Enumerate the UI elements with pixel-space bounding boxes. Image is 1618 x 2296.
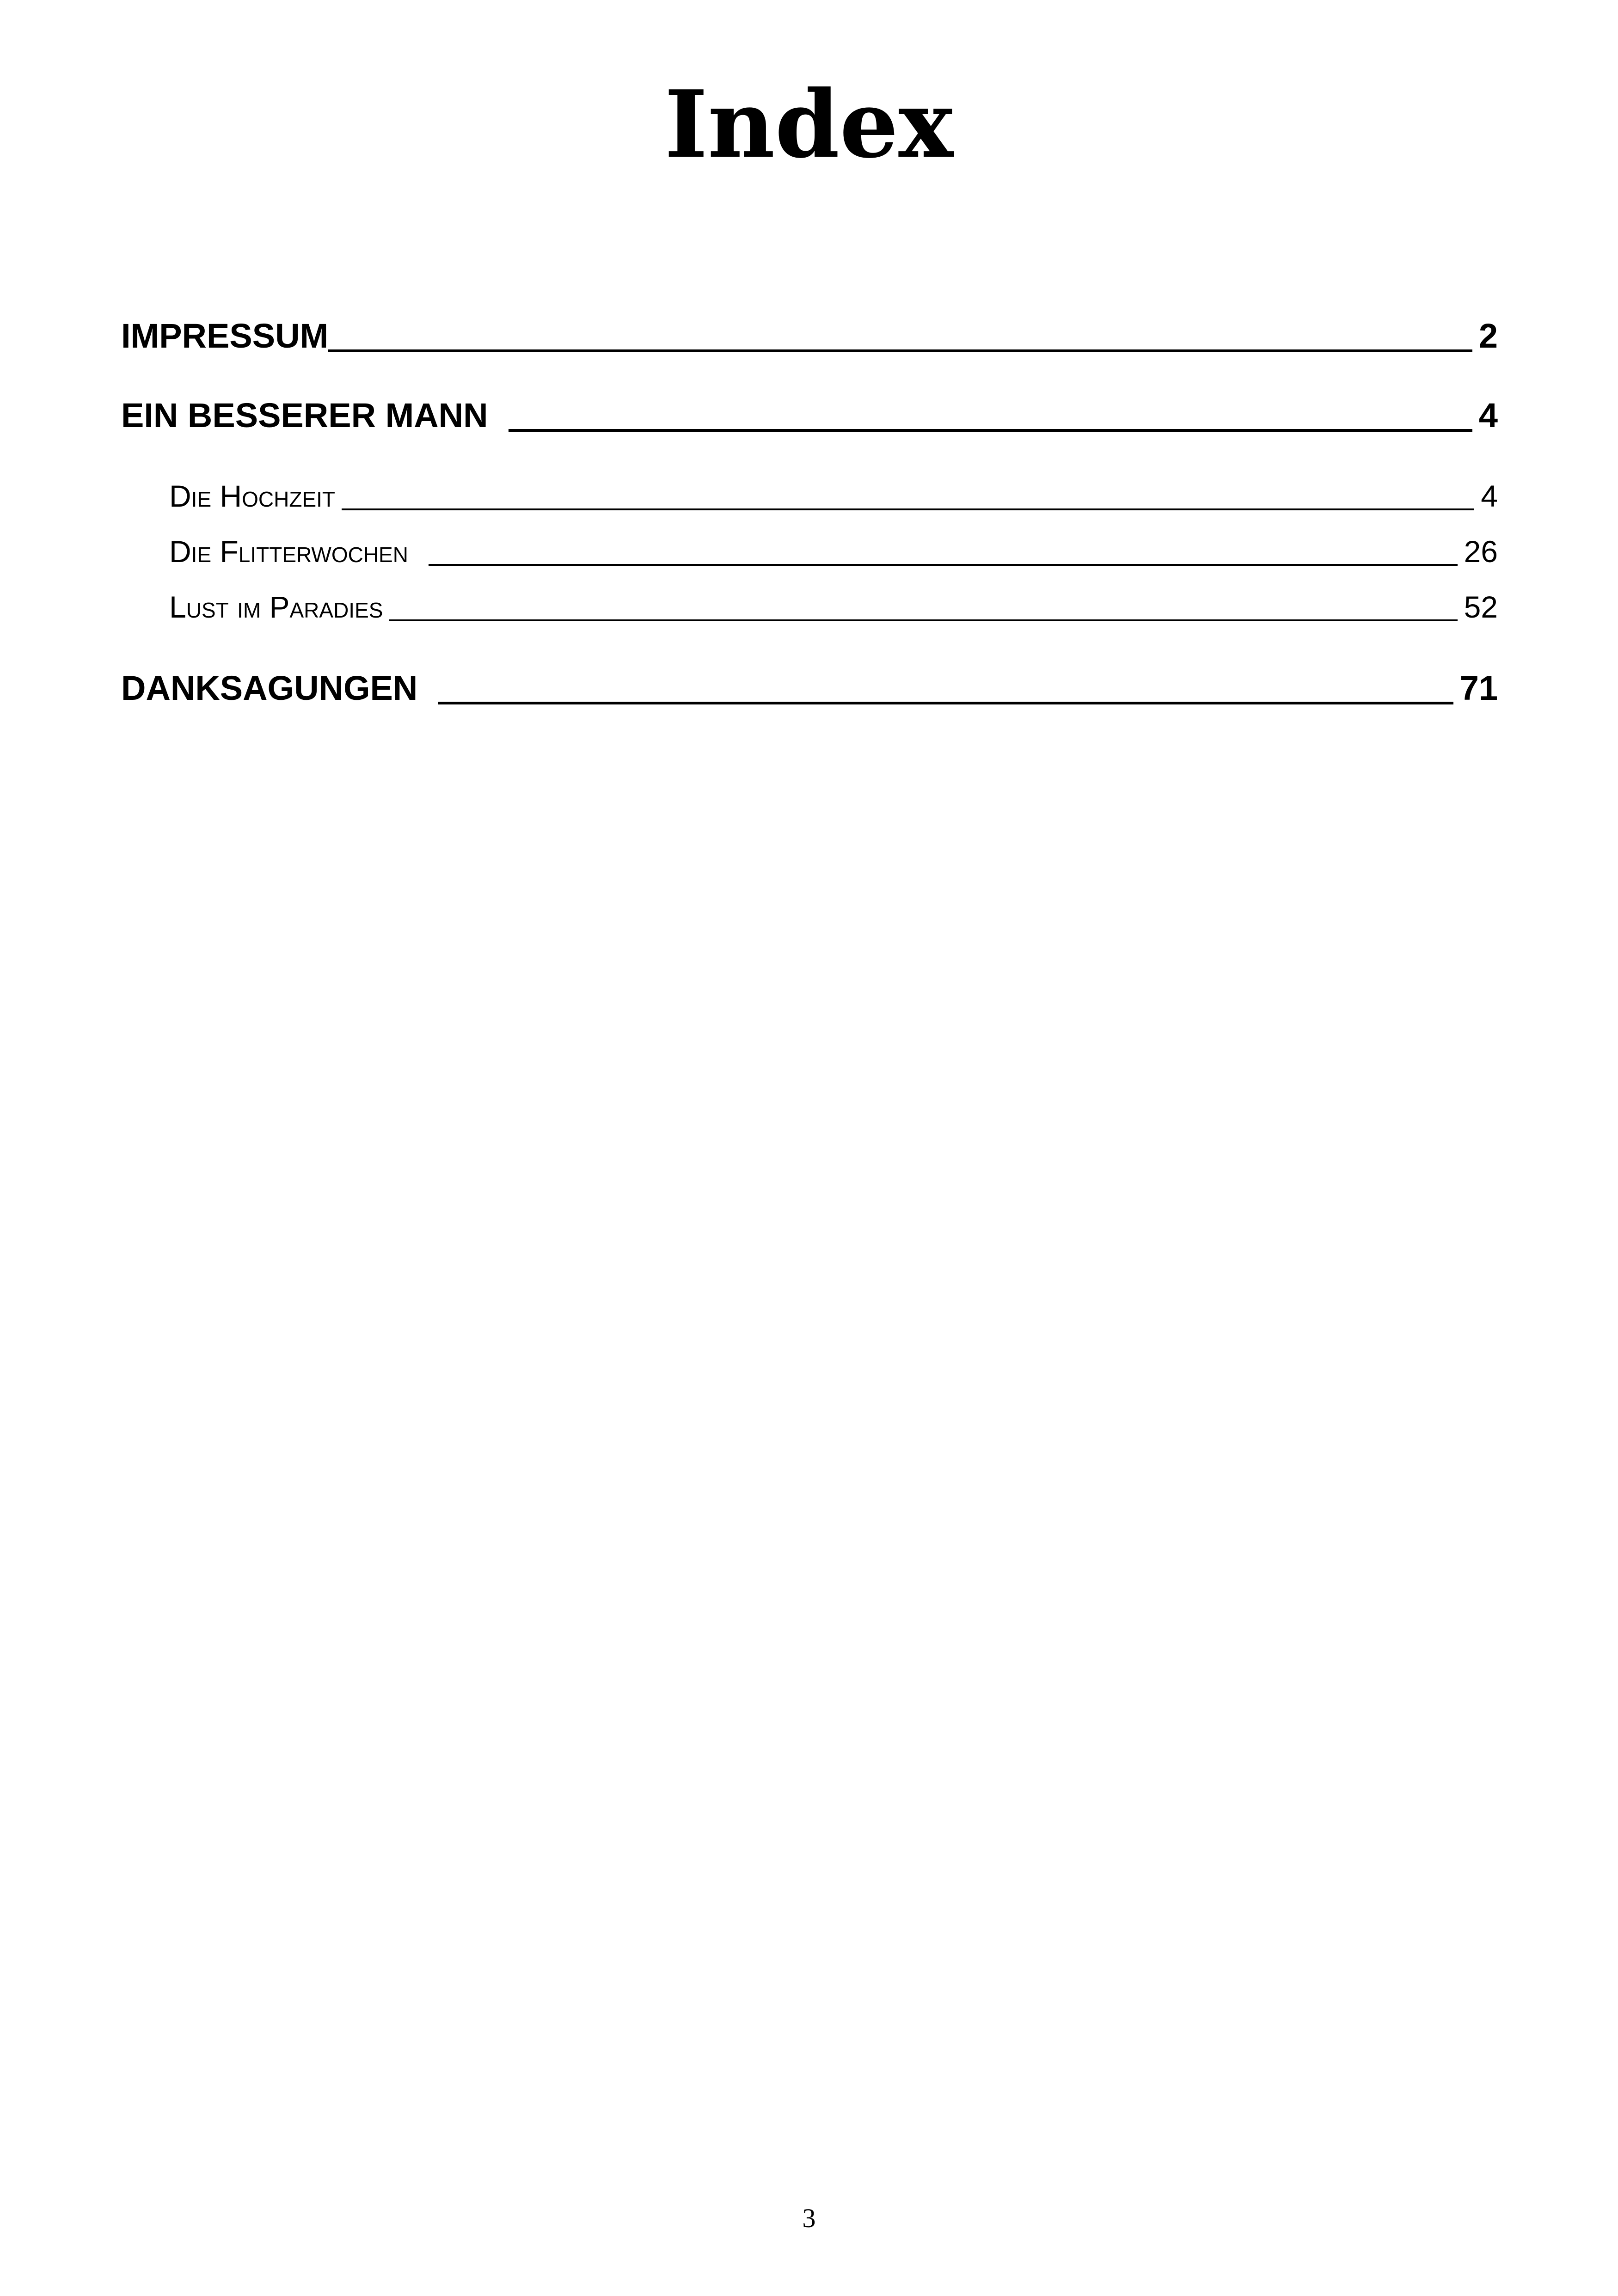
toc-leader-line bbox=[342, 508, 1474, 510]
toc-entry-label: Die Flitterwochen bbox=[169, 534, 408, 569]
toc-entry-label: EIN BESSERER MANN bbox=[121, 396, 488, 435]
toc-entry-page: 4 bbox=[1481, 479, 1498, 513]
page-title: Index bbox=[664, 70, 954, 179]
toc-entry-lust-im-paradies[interactable] bbox=[121, 592, 1498, 622]
toc-entry-ein-besserer-mann[interactable] bbox=[121, 398, 1498, 433]
toc-entry-page: 52 bbox=[1464, 590, 1498, 624]
page-number: 3 bbox=[802, 2203, 816, 2233]
toc-leader-line bbox=[429, 564, 1458, 566]
toc-leader-line bbox=[509, 429, 1472, 432]
toc-leader-line bbox=[438, 702, 1453, 704]
toc-entry-label: DANKSAGUNGEN bbox=[121, 669, 418, 707]
toc-leader-line bbox=[389, 619, 1457, 621]
toc-entry-die-flitterwochen[interactable] bbox=[121, 536, 1498, 567]
toc-entry-impressum[interactable] bbox=[121, 319, 1498, 353]
toc-entry-die-hochzeit[interactable] bbox=[121, 481, 1498, 511]
toc-leader-line bbox=[328, 349, 1472, 352]
toc-entry-label: Die Hochzeit bbox=[169, 479, 336, 513]
toc-entry-page: 2 bbox=[1478, 317, 1498, 355]
toc-entry-danksagungen[interactable] bbox=[121, 671, 1498, 705]
toc-entry-page: 4 bbox=[1478, 396, 1498, 435]
toc-entry-page: 71 bbox=[1459, 669, 1498, 707]
toc-entry-label: IMPRESSUM bbox=[121, 317, 329, 355]
toc-entry-label: Lust im Paradies bbox=[169, 590, 383, 624]
toc-entry-page: 26 bbox=[1464, 534, 1498, 569]
